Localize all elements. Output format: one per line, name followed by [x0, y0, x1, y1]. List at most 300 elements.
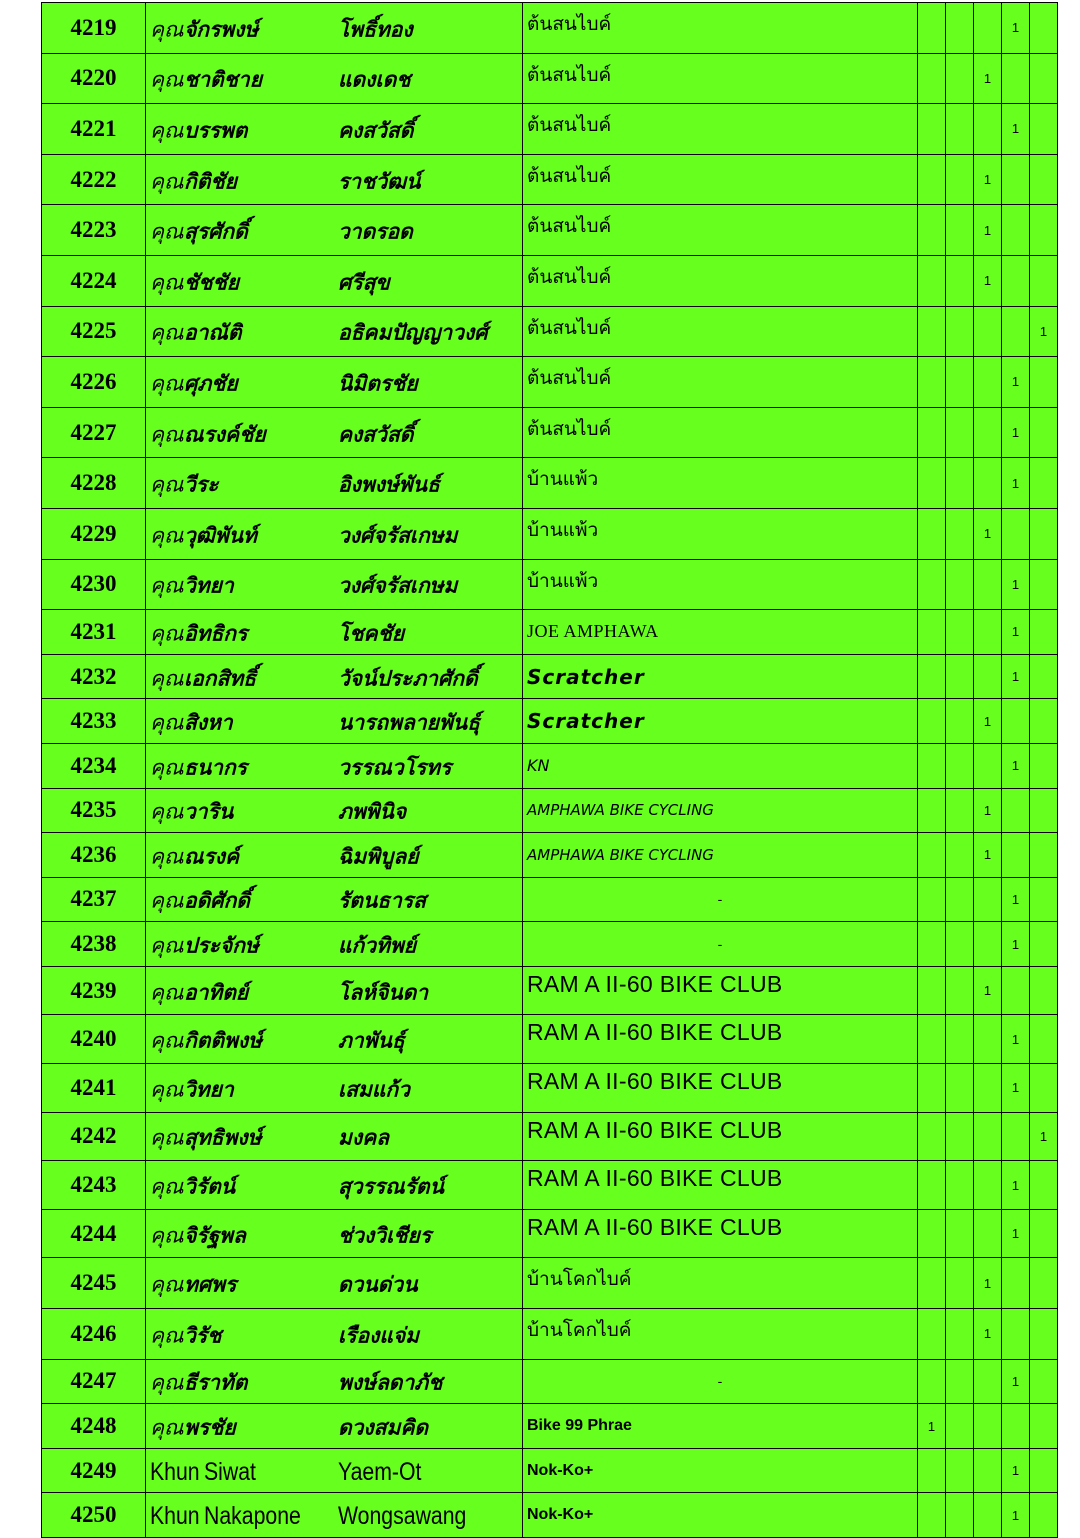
- table-row: [42, 407, 1058, 458]
- category-c1: [918, 699, 946, 744]
- first-name: กิตติพงษ์: [184, 1027, 262, 1053]
- first-name: Siwat: [204, 1457, 256, 1486]
- name-prefix: คุณ: [150, 67, 184, 92]
- club-name: ต้นสนไบค์: [523, 255, 918, 306]
- category-c5: [1030, 205, 1058, 256]
- first-name: อาทิตย์: [184, 979, 249, 1005]
- rider-number: 4220: [42, 53, 146, 104]
- category-c4: 1: [1002, 407, 1030, 458]
- club-name: AMPHAWA BIKE CYCLING: [523, 833, 918, 878]
- category-c4: 1: [1002, 1064, 1030, 1113]
- table-row: [42, 877, 1058, 922]
- category-c4: 1: [1002, 1015, 1030, 1064]
- name-prefix: คุณ: [150, 665, 184, 690]
- category-c1: [918, 205, 946, 256]
- first-name: จิรัฐพล: [184, 1222, 246, 1248]
- table-row: [42, 1448, 1058, 1493]
- category-c2: [946, 1209, 974, 1258]
- category-c1: [918, 104, 946, 155]
- category-c4: [1002, 788, 1030, 833]
- table-row: [42, 1359, 1058, 1404]
- last-name: คงสวัสดิ์: [338, 117, 414, 143]
- rider-name: [146, 3, 523, 54]
- first-name: ชาติชาย: [184, 66, 263, 92]
- club-name: ต้นสนไบค์: [523, 104, 918, 155]
- rider-name: [146, 407, 523, 458]
- category-c2: [946, 922, 974, 967]
- club-name: RAM A II-60 BIKE CLUB: [523, 1015, 918, 1064]
- category-c1: [918, 833, 946, 878]
- rider-number: 4235: [42, 788, 146, 833]
- first-name: ณรงค์ชัย: [184, 421, 266, 447]
- first-name: ชัชชัย: [184, 269, 240, 295]
- category-c5: [1030, 1493, 1058, 1538]
- category-c4: 1: [1002, 610, 1030, 655]
- rider-name: [146, 699, 523, 744]
- first-name: อาณัติ: [184, 319, 242, 345]
- category-c5: 1: [1030, 1112, 1058, 1161]
- name-prefix: Khun: [150, 1457, 200, 1486]
- last-name: ราชวัฒน์: [338, 168, 421, 194]
- category-c2: [946, 1309, 974, 1360]
- rider-number: 4234: [42, 743, 146, 788]
- category-c2: [946, 1161, 974, 1210]
- table-row: [42, 922, 1058, 967]
- first-name: อดิศักดิ์: [184, 887, 250, 913]
- category-c4: 1: [1002, 559, 1030, 610]
- club-name: JOE AMPHAWA: [523, 610, 918, 655]
- category-c1: [918, 559, 946, 610]
- category-c2: [946, 205, 974, 256]
- last-name: คงสวัสดิ์: [338, 421, 414, 447]
- last-name: ศรีสุข: [338, 269, 390, 295]
- rider-name: [146, 104, 523, 155]
- category-c3: [974, 407, 1002, 458]
- rider-name: [146, 1359, 523, 1404]
- category-c1: [918, 3, 946, 54]
- last-name: ภพพินิจ: [338, 798, 407, 824]
- category-c2: [946, 743, 974, 788]
- category-c5: [1030, 610, 1058, 655]
- club-name: ต้นสนไบค์: [523, 154, 918, 205]
- first-name: สุรศักดิ์: [184, 218, 248, 244]
- rider-name: [146, 458, 523, 509]
- last-name: วงศ์จรัสเกษม: [338, 572, 458, 598]
- table-row: [42, 654, 1058, 699]
- category-c1: [918, 1309, 946, 1360]
- name-prefix: คุณ: [150, 1323, 184, 1348]
- last-name: ช่วงวิเชียร: [338, 1222, 432, 1248]
- category-c1: [918, 1258, 946, 1309]
- name-prefix: คุณ: [150, 1174, 184, 1199]
- rider-number: 4248: [42, 1404, 146, 1449]
- category-c5: [1030, 407, 1058, 458]
- category-c1: [918, 407, 946, 458]
- club-name: RAM A II-60 BIKE CLUB: [523, 1112, 918, 1161]
- category-c5: [1030, 922, 1058, 967]
- rider-number: 4233: [42, 699, 146, 744]
- table-row: [42, 205, 1058, 256]
- first-name: Nakapone: [204, 1502, 301, 1531]
- category-c1: [918, 1015, 946, 1064]
- last-name: อธิคมปัญญาวงศ์: [338, 319, 488, 345]
- category-c1: [918, 1359, 946, 1404]
- rider-name: [146, 1493, 523, 1538]
- last-name: โชคชัย: [338, 620, 405, 646]
- name-prefix: คุณ: [150, 320, 184, 345]
- category-c4: [1002, 966, 1030, 1015]
- rider-name: [146, 1258, 523, 1309]
- rider-name: [146, 833, 523, 878]
- category-c3: [974, 654, 1002, 699]
- category-c1: [918, 1209, 946, 1258]
- category-c2: [946, 357, 974, 408]
- rider-number: 4240: [42, 1015, 146, 1064]
- category-c1: [918, 788, 946, 833]
- first-name: พรชัย: [184, 1414, 236, 1440]
- first-name: ณรงค์: [184, 843, 240, 869]
- last-name: แดงเดช: [338, 66, 411, 92]
- club-name: -: [523, 922, 918, 967]
- category-c4: 1: [1002, 357, 1030, 408]
- last-name: แก้วทิพย์: [338, 932, 417, 958]
- rider-name: [146, 205, 523, 256]
- category-c3: [974, 743, 1002, 788]
- category-c3: [974, 1015, 1002, 1064]
- category-c2: [946, 699, 974, 744]
- name-prefix: คุณ: [150, 1125, 184, 1150]
- category-c4: [1002, 154, 1030, 205]
- category-c3: 1: [974, 1258, 1002, 1309]
- rider-name: [146, 654, 523, 699]
- category-c2: [946, 306, 974, 357]
- category-c3: [974, 1209, 1002, 1258]
- name-prefix: คุณ: [150, 755, 184, 780]
- first-name: วิทยา: [184, 1076, 234, 1102]
- name-prefix: คุณ: [150, 933, 184, 958]
- club-name: ต้นสนไบค์: [523, 306, 918, 357]
- name-prefix: คุณ: [150, 844, 184, 869]
- first-name: วิทยา: [184, 572, 234, 598]
- club-name: -: [523, 1359, 918, 1404]
- first-name: สิงหา: [184, 709, 233, 735]
- category-c4: 1: [1002, 1161, 1030, 1210]
- category-c2: [946, 788, 974, 833]
- name-prefix: คุณ: [150, 1272, 184, 1297]
- category-c3: [974, 610, 1002, 655]
- category-c2: [946, 458, 974, 509]
- category-c5: [1030, 833, 1058, 878]
- rider-number: 4247: [42, 1359, 146, 1404]
- category-c2: [946, 559, 974, 610]
- last-name: เสมแก้ว: [338, 1076, 410, 1102]
- category-c1: [918, 1064, 946, 1113]
- name-prefix: คุณ: [150, 472, 184, 497]
- category-c3: [974, 559, 1002, 610]
- category-c4: 1: [1002, 1209, 1030, 1258]
- rider-number: 4228: [42, 458, 146, 509]
- category-c5: [1030, 1404, 1058, 1449]
- category-c2: [946, 154, 974, 205]
- category-c5: [1030, 877, 1058, 922]
- table-row: [42, 610, 1058, 655]
- rider-number: 4225: [42, 306, 146, 357]
- category-c3: 1: [974, 1309, 1002, 1360]
- last-name: สุวรรณรัตน์: [338, 1173, 444, 1199]
- category-c2: [946, 966, 974, 1015]
- table-row: [42, 833, 1058, 878]
- first-name: ธนากร: [184, 754, 247, 780]
- rider-number: 4244: [42, 1209, 146, 1258]
- category-c2: [946, 255, 974, 306]
- table-row: [42, 743, 1058, 788]
- club-name: ต้นสนไบค์: [523, 407, 918, 458]
- category-c2: [946, 877, 974, 922]
- category-c4: 1: [1002, 654, 1030, 699]
- name-prefix: คุณ: [150, 980, 184, 1005]
- club-name: RAM A II-60 BIKE CLUB: [523, 1209, 918, 1258]
- table-row: [42, 966, 1058, 1015]
- club-name: Scratcher: [523, 699, 918, 744]
- first-name: สุทธิพงษ์: [184, 1124, 262, 1150]
- club-name: ต้นสนไบค์: [523, 205, 918, 256]
- category-c5: [1030, 3, 1058, 54]
- category-c3: [974, 1112, 1002, 1161]
- category-c3: [974, 306, 1002, 357]
- category-c5: [1030, 1209, 1058, 1258]
- name-prefix: คุณ: [150, 799, 184, 824]
- first-name: กิติชัย: [184, 168, 237, 194]
- rider-number: 4242: [42, 1112, 146, 1161]
- name-prefix: คุณ: [150, 270, 184, 295]
- category-c3: [974, 877, 1002, 922]
- category-c4: [1002, 306, 1030, 357]
- club-name: บ้านแพ้ว: [523, 559, 918, 610]
- rider-name: [146, 922, 523, 967]
- category-c2: [946, 654, 974, 699]
- last-name: เรืองแจ่ม: [338, 1322, 420, 1348]
- table-row: [42, 1209, 1058, 1258]
- table-row: [42, 104, 1058, 155]
- category-c1: [918, 53, 946, 104]
- category-c3: 1: [974, 255, 1002, 306]
- category-c1: [918, 743, 946, 788]
- last-name: โลห์จินดา: [338, 979, 429, 1005]
- table-row: [42, 1015, 1058, 1064]
- rider-number: 4221: [42, 104, 146, 155]
- club-name: ต้นสนไบค์: [523, 357, 918, 408]
- first-name: ธีราทัต: [184, 1369, 248, 1395]
- table-row: [42, 1309, 1058, 1360]
- category-c2: [946, 104, 974, 155]
- last-name: ดวนด่วน: [338, 1271, 418, 1297]
- name-prefix: คุณ: [150, 169, 184, 194]
- category-c1: [918, 458, 946, 509]
- category-c4: 1: [1002, 1448, 1030, 1493]
- rider-name: [146, 743, 523, 788]
- category-c5: [1030, 1258, 1058, 1309]
- rider-name: [146, 610, 523, 655]
- table-row: [42, 788, 1058, 833]
- rider-name: [146, 53, 523, 104]
- club-name: บ้านแพ้ว: [523, 508, 918, 559]
- last-name: วงศ์จรัสเกษม: [338, 522, 458, 548]
- name-prefix: คุณ: [150, 1223, 184, 1248]
- rider-name: [146, 508, 523, 559]
- table-body: [42, 3, 1058, 1538]
- category-c5: [1030, 743, 1058, 788]
- category-c2: [946, 508, 974, 559]
- category-c3: [974, 458, 1002, 509]
- club-name: Nok-Ko+: [523, 1493, 918, 1538]
- category-c5: [1030, 559, 1058, 610]
- category-c3: [974, 1404, 1002, 1449]
- category-c5: 1: [1030, 306, 1058, 357]
- category-c5: [1030, 154, 1058, 205]
- table-row: [42, 154, 1058, 205]
- category-c5: [1030, 1448, 1058, 1493]
- category-c3: [974, 1064, 1002, 1113]
- category-c5: [1030, 458, 1058, 509]
- rider-name: [146, 154, 523, 205]
- category-c4: 1: [1002, 1493, 1030, 1538]
- category-c5: [1030, 508, 1058, 559]
- table-row: [42, 1493, 1058, 1538]
- club-name: RAM A II-60 BIKE CLUB: [523, 1064, 918, 1113]
- category-c4: 1: [1002, 104, 1030, 155]
- category-c1: [918, 654, 946, 699]
- club-name: บ้านโคกไบค์: [523, 1309, 918, 1360]
- last-name: พงษ์ลดาภัช: [338, 1369, 443, 1395]
- category-c1: [918, 877, 946, 922]
- category-c1: [918, 966, 946, 1015]
- table-row: [42, 3, 1058, 54]
- name-prefix: คุณ: [150, 523, 184, 548]
- table-row: [42, 306, 1058, 357]
- category-c1: [918, 922, 946, 967]
- name-prefix: คุณ: [150, 422, 184, 447]
- category-c1: [918, 508, 946, 559]
- category-c3: 1: [974, 53, 1002, 104]
- category-c2: [946, 1404, 974, 1449]
- rider-name: [146, 559, 523, 610]
- category-c4: 1: [1002, 1359, 1030, 1404]
- category-c4: [1002, 1258, 1030, 1309]
- category-c4: 1: [1002, 877, 1030, 922]
- registration-table: [41, 2, 1058, 1538]
- first-name: เอกสิทธิ์: [184, 664, 256, 690]
- category-c2: [946, 1112, 974, 1161]
- rider-number: 4230: [42, 559, 146, 610]
- category-c4: [1002, 205, 1030, 256]
- name-prefix: คุณ: [150, 118, 184, 143]
- last-name: โพธิ์ทอง: [338, 16, 413, 42]
- category-c3: [974, 1359, 1002, 1404]
- category-c4: [1002, 508, 1030, 559]
- rider-name: [146, 1404, 523, 1449]
- table-row: [42, 508, 1058, 559]
- rider-name: [146, 306, 523, 357]
- last-name: มงคล: [338, 1124, 390, 1150]
- category-c5: [1030, 699, 1058, 744]
- rider-name: [146, 357, 523, 408]
- last-name: นารถพลายพันธุ์: [338, 709, 480, 735]
- first-name: บรรพต: [184, 117, 248, 143]
- club-name: บ้านโคกไบค์: [523, 1258, 918, 1309]
- name-prefix: คุณ: [150, 371, 184, 396]
- category-c2: [946, 833, 974, 878]
- category-c3: 1: [974, 833, 1002, 878]
- category-c3: [974, 1448, 1002, 1493]
- category-c4: [1002, 1404, 1030, 1449]
- first-name: อิทธิกร: [184, 620, 248, 646]
- last-name: ภาพันธุ์: [338, 1027, 405, 1053]
- club-name: AMPHAWA BIKE CYCLING: [523, 788, 918, 833]
- category-c2: [946, 1015, 974, 1064]
- club-name: บ้านแพ้ว: [523, 458, 918, 509]
- first-name: จักรพงษ์: [184, 16, 259, 42]
- category-c2: [946, 610, 974, 655]
- club-name: RAM A II-60 BIKE CLUB: [523, 966, 918, 1015]
- category-c3: [974, 104, 1002, 155]
- category-c1: [918, 1493, 946, 1538]
- first-name: วาริน: [184, 798, 234, 824]
- name-prefix: คุณ: [150, 573, 184, 598]
- category-c2: [946, 1359, 974, 1404]
- rider-number: 4238: [42, 922, 146, 967]
- last-name: วัจน์ประภาศักดิ์: [338, 664, 478, 690]
- first-name: วิรัตน์: [184, 1173, 236, 1199]
- last-name: วรรณวโรทร: [338, 754, 452, 780]
- first-name: วิรัช: [184, 1322, 222, 1348]
- club-name: Scratcher: [523, 654, 918, 699]
- category-c5: [1030, 53, 1058, 104]
- rider-number: 4237: [42, 877, 146, 922]
- category-c4: [1002, 833, 1030, 878]
- category-c5: [1030, 654, 1058, 699]
- club-name: -: [523, 877, 918, 922]
- category-c3: 1: [974, 699, 1002, 744]
- category-c1: [918, 255, 946, 306]
- category-c2: [946, 53, 974, 104]
- table-row: [42, 458, 1058, 509]
- rider-name: [146, 255, 523, 306]
- rider-name: [146, 1209, 523, 1258]
- category-c3: [974, 1493, 1002, 1538]
- name-prefix: คุณ: [150, 621, 184, 646]
- table-row: [42, 1161, 1058, 1210]
- table-row: [42, 1064, 1058, 1113]
- category-c5: [1030, 1015, 1058, 1064]
- rider-number: 4250: [42, 1493, 146, 1538]
- category-c2: [946, 407, 974, 458]
- category-c3: [974, 922, 1002, 967]
- rider-number: 4226: [42, 357, 146, 408]
- category-c1: [918, 1448, 946, 1493]
- rider-name: [146, 788, 523, 833]
- first-name: ศุภชัย: [184, 370, 238, 396]
- last-name: วาดรอด: [338, 218, 413, 244]
- rider-number: 4239: [42, 966, 146, 1015]
- rider-number: 4241: [42, 1064, 146, 1113]
- category-c3: 1: [974, 154, 1002, 205]
- club-name: RAM A II-60 BIKE CLUB: [523, 1161, 918, 1210]
- rider-number: 4245: [42, 1258, 146, 1309]
- rider-number: 4243: [42, 1161, 146, 1210]
- rider-number: 4246: [42, 1309, 146, 1360]
- club-name: ต้นสนไบค์: [523, 3, 918, 54]
- category-c5: [1030, 357, 1058, 408]
